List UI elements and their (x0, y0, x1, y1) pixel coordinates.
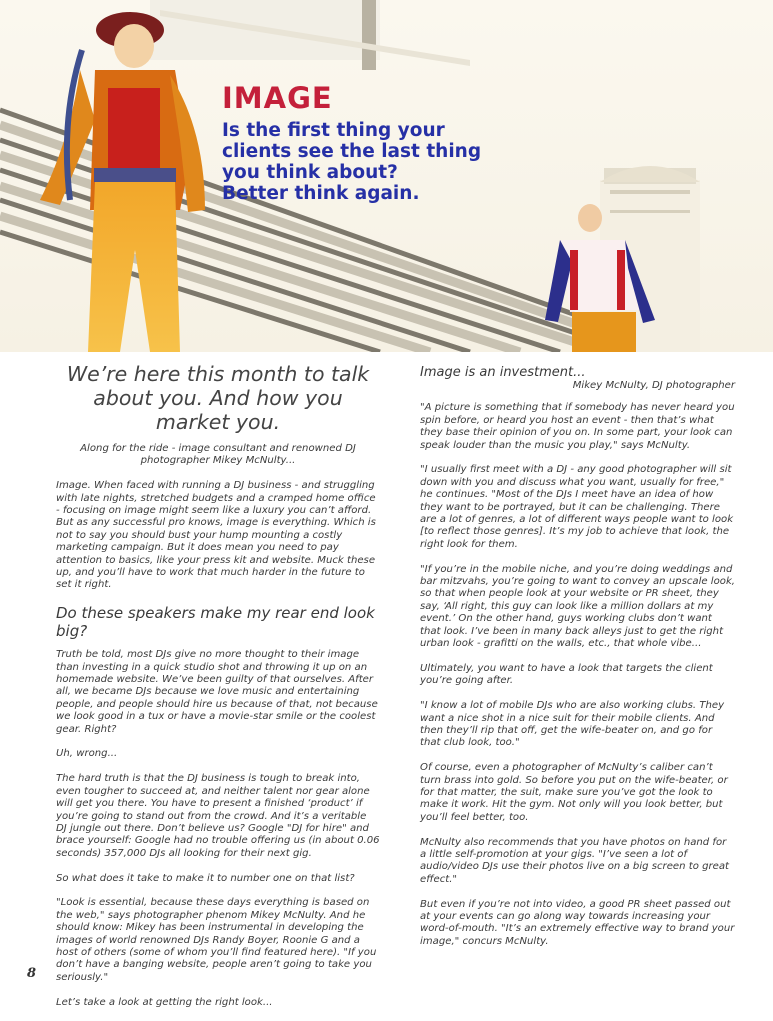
paragraph: "I usually first meet with a DJ - any good photographer will sit down with you and discuss what you want, usually for free," he continues. "Most of the DJs I meet have an idea of how they want to be portrayed, but it can be challenging. There are a lot of genres, a lot of different ways people want to look [to reflect those genres]. It’s my job to achieve that look, the right look for them. (420, 464, 734, 550)
tagline-line: Is the first thing your (222, 120, 445, 141)
paragraph: "I know a lot of mobile DJs who are also working clubs. They want a nice shot in a nice suit for their mobile clients. And then they’ll rip that off, get the wife-beater on, and go for that club look, too." (420, 700, 725, 749)
paragraph: "If you’re in the mobile niche, and you’re doing weddings and bar mitzvahs, you’re going to want to convey an upscale look, so that when people look at your website or PR sheet, they say, ‘All right, this guy can look like a million dollars at my event.’ On the other hand, guys working clubs don’t want that look. I’ve been in many back alleys just to get the right urban look - grafitti on the walls, etc., that whole vibe... (420, 563, 735, 650)
section-subhead: Do these speakers make my rear end look big? (56, 604, 375, 641)
right-column (420, 358, 735, 961)
page-number: 8 (27, 966, 37, 981)
paragraph: Let’s take a look at getting the right look... (56, 996, 273, 1008)
section-subhead: Image is an investment... (420, 365, 586, 380)
paragraph: McNulty also recommends that you have photos on hand for a little self-promotion at your gigs. "I’ve seen a lot of audio/video DJs use their photos live on a big screen to great effect." (420, 836, 729, 885)
tagline-line: clients see the last thing (222, 141, 482, 162)
article-headline: We’re here this month to talk about you. And how you market you. (66, 362, 370, 434)
article-lede: Along for the ride - image consultant and renowned DJ photographer Mikey McNulty... (80, 443, 356, 467)
tagline-line: Better think again. (222, 183, 420, 204)
photographer-byline: Mikey McNulty, DJ photographer (572, 380, 735, 391)
paragraph: But even if you’re not into video, a good PR sheet passed out at your events can go along way towards increasing your word-of-mouth. "It’s an extremely effective way to brand your image," concurs McNulty. (420, 898, 735, 947)
hero-tagline (222, 120, 481, 204)
paragraph: Of course, even a photographer of McNulty’s caliber can’t turn brass into gold. So before you put on the wife-beater, or for that matter, the suit, make sure you’ve got the look to make it work. Hit the gym. Not only will you look better, but you’ll feel better, too. (420, 762, 728, 823)
paragraph: "A picture is something that if somebody has never heard you spin before, or heard you host an event - then that’s what they base their opinion of you on. In some part, your look can speak louder than the music you play," says McNulty. (420, 402, 735, 451)
paragraph: So what does it take to make it to number one on that list? (56, 872, 355, 884)
left-column (56, 358, 380, 1021)
hero-title: IMAGE (222, 81, 333, 115)
paragraph: Truth be told, most DJs give no more thought to their image than investing in a quick studio shot and throwing it up on an homemade website. We’ve been guilty of that ourselves. After all, we became DJs because we love music and entertaining people, and people should hire us because of that, not because we look good in a tux or have a movie-star smile or the coolest gear. Right? (56, 649, 378, 735)
paragraph: "Look is essential, because these days everything is based on the web," says photographer phenom Mikey McNulty. And he should know: Mikey has been instrumental in developing the images of world renowned DJs Randy Boyer, Roonie G and a host of others (some of whom you’ll find featured here). "If you don’t have a banging website, people aren’t going to take you seriously." (56, 897, 377, 983)
paragraph: The hard truth is that the DJ business is tough to break into, even tougher to succeed at, and neither talent nor gear alone will get you there. You have to present a finished ‘product’ if you’re going to stand out from the crowd. And it’s a veritable DJ jungle out there. Don’t believe us? Google "DJ for hire" and brace yourself: Google had no trouble offering us (in about 0.06 seconds) 357,000 DJs all looking for their next gig. (56, 773, 380, 859)
paragraph: Uh, wrong... (56, 748, 118, 760)
tagline-line: you think about? (222, 162, 398, 183)
paragraph: Image. When faced with running a DJ business - and struggling with late nights, stretched budgets and a cramped home office - focusing on image might seem like a luxury you can’t afford. But as any successful pro knows, image is everything. Which is not to say you should bust your hump mounting a costly marketing campaign. But it does mean you need to pay attention to basics, like your press kit and website. Muck these up, and you’ll have to work that much harder in the future to set it right. (56, 480, 376, 591)
hero-image (0, 0, 773, 352)
paragraph: Ultimately, you want to have a look that targets the client you’re going after. (420, 662, 713, 687)
